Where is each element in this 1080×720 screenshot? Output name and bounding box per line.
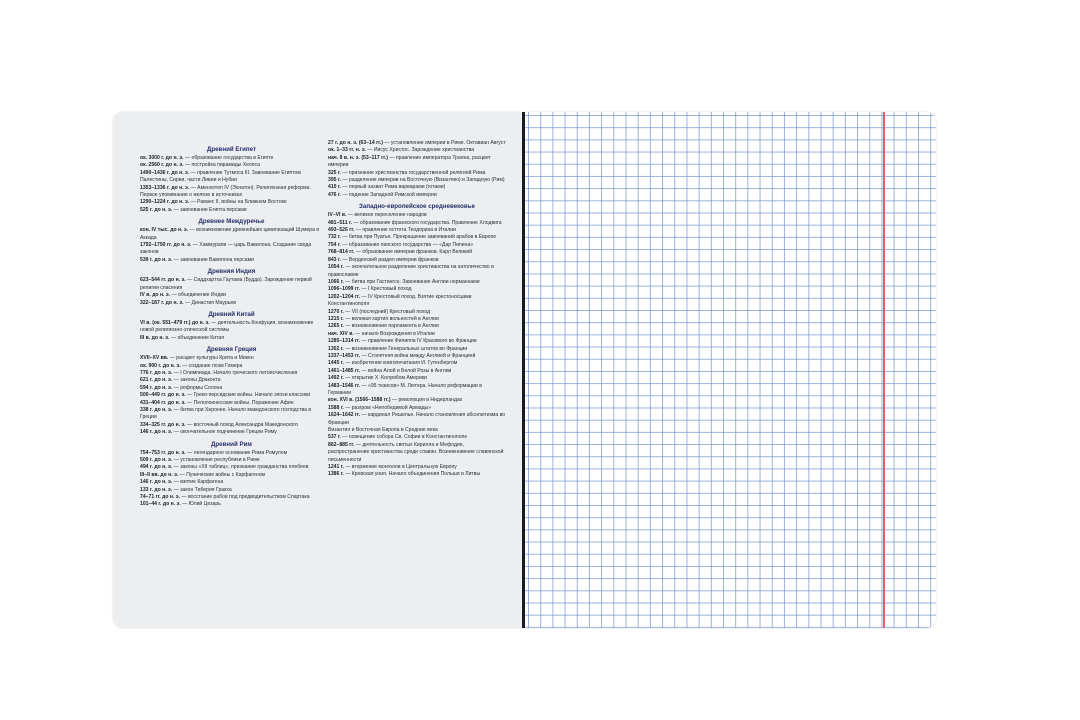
timeline-entry [140,185,323,200]
entry-text: — открытие Х. Колумбом Америки [343,375,427,382]
timeline-entry [140,457,323,464]
entry-text: — объединение Индии [170,292,227,299]
red-margin-line [883,112,885,628]
section-heading: Древняя Греция [206,346,257,354]
entry-date: 537 г. [328,434,341,441]
timeline-entry [328,338,506,345]
entry-date: 594 г. до н. э. [140,384,173,391]
timeline-entry [140,400,323,407]
section-heading: Древний Китай [208,310,255,318]
open-notebook [113,112,936,628]
entry-date: 754–753 гг. до н. э. [140,449,186,456]
timeline-entry [328,442,506,464]
entry-text: — кардинал Ришелье. Начало становления абсолютизма во Франции [328,412,506,426]
entry-text: — признание христианства государственной религией Рима [340,169,486,176]
entry-text: — разгром «Непобедимой Армады» [343,404,432,411]
entry-date: 101–44 г. до н. э. [140,501,181,508]
entry-text: — правление Филиппа IV Красивого во Франции [360,338,477,345]
entry-text: — освещение собора Св. Софии в Константинополе [340,434,468,441]
entry-date: 776 г. до н. э. [140,369,173,376]
timeline-entry [328,140,506,147]
timeline-entry [328,360,506,367]
entry-date: нач. II в. н. э. (53–117 гг.) [328,154,388,161]
timeline-entry [140,422,323,429]
entry-date: III–II вв. до н. э. [140,471,179,478]
entry-date: 732 г. [328,234,341,241]
entry-text: — великая хартия вольностей в Англии [343,315,439,322]
entry-date: 1337–1453 гг. [328,352,361,359]
timeline-entry [140,300,323,307]
entry-text: — Пунические войны с Карфагеном [178,471,266,478]
entry-text: — битва при Гастингсе. Завоевание Англии норманнами [343,278,480,285]
timeline-entry [328,309,506,316]
entry-text: — образование государства в Египте [183,155,274,161]
entry-date: 1353–1336 г. до н. э. [140,184,190,191]
entry-text: — Греко-персидские войны. Начало эпохи классики [185,392,311,399]
entry-date: 1066 г. [328,278,344,285]
entry-date: 1285–1314 гг. [328,338,361,345]
section-heading: Древнее Междуречье [198,218,265,226]
entry-date: 1483–1546 гг. [328,382,361,389]
entry-text: — изобретение книгопечатания И. Гутенбергом [343,360,458,367]
timeline-entry [140,199,323,206]
entry-text: — реформы Солона [172,384,223,391]
entry-text: — окончательное подчинение Греции Риму [172,429,277,436]
entry-text: — великое переселение народов [346,212,427,219]
entry-date: 768–814 гг. [328,249,355,256]
timeline-entry [328,294,506,309]
entry-date: 1386 г. [328,471,344,478]
entry-date: 27 г. до н. э. (63–14 гг.) [328,140,383,146]
entry-text: — война Алой и Белой Розы в Англии [360,367,452,374]
entry-date: 1241 г. [328,464,344,471]
entry-text: — «95 тезисов» М. Лютера. Начало реформации в Германии [328,382,482,396]
entry-text: — образование франкского государства. Правление Хлодвига [352,219,502,226]
entry-date: ок. 1–33 гг. н. э. [328,147,366,154]
entry-text: — вторжение монголов в Центральную Европу [343,464,457,471]
entry-text: — Сиддхартха Гаутама (Будда). Зарождение первой религии спасения [140,277,312,291]
entry-date: 1492 г. [328,375,344,382]
timeline-entry [328,383,506,398]
entry-date: ок. 2560 г. до н. э. [140,162,184,169]
entry-text: — установление империи в Риме. Октавиан Август [382,140,506,146]
entry-text: — Иисус Христос. Зарождение христианства [365,147,475,154]
entry-date: 1792–1750 гг. до н. э. [140,242,192,249]
timeline-entry [140,242,323,257]
timeline-entry [140,292,323,299]
entry-date: 1490–1436 г. до н. э. [140,169,190,176]
timeline-entry [328,346,506,353]
entry-date: нач. XIV в. [328,330,354,337]
entry-date: IV в. до н. э. [140,292,171,299]
entry-date: III в. до н. э. [140,334,170,341]
entry-date: 1202–1204 гг. [328,293,361,300]
timeline-entry [328,220,506,227]
entry-date: 843 г. [328,256,341,263]
entry-text: — Юлий Цезарь [180,501,221,508]
entry-text: — деятельность Конфуция, возникновение новой религиозно-этической системы [140,319,314,334]
entry-text: — Рамзес II, войны на Ближнем Востоке [189,199,287,206]
timeline-entry [328,316,506,323]
timeline-entry [140,370,323,377]
section-heading: Древняя Индия [207,268,256,276]
entry-text: — образование папского государства — «Дар Пипина» [340,241,474,248]
timeline-entry [140,377,323,384]
entry-date: 146 г. до н. э. [140,479,173,486]
timeline-entry [328,412,506,427]
timeline-entry [140,363,323,370]
entry-date: 1054 г. [328,264,344,271]
timeline-entry [140,472,323,479]
timeline-entry [328,192,506,199]
entry-text: — I Крестовый поход [360,286,412,293]
entry-text: — законы «XII таблиц», признание гражданства плебеев [172,464,309,471]
timeline-entry [140,429,323,436]
entry-text: — первый захват Рима варварами (готами) [340,184,446,191]
timeline-column-left [140,142,323,509]
entry-text: — Верденский раздел империи франков [340,256,439,263]
timeline-entry [140,450,323,457]
entry-text: — объединение Китая [169,334,224,341]
entry-text: — возникновение Генеральных штатов во Франции [343,345,468,352]
entry-date: ок. 3000 г. до н. э. [140,155,184,161]
notebook-cover-inside [113,112,523,628]
entry-text: — восточный поход Александра Македонского [185,421,298,428]
timeline-entry [328,257,506,264]
entry-text: — битва при Херонее. Начало македонского господства в Греции [140,406,312,421]
timeline-entry [328,155,506,170]
entry-date: 410 г. [328,184,341,191]
entry-text: — разделение империи на Восточную (Византию) и Западную (Рим) [340,177,505,184]
entry-text: — деятельность святых Кирилла и Мефодия, распространение христианства среди славян. Возникновение славянской письменности [328,441,504,463]
section-heading: Древний Египет [206,146,257,153]
timeline-entry [328,184,506,191]
entry-date: 623–544 гг. до н. э. [140,277,186,284]
timeline-entry [328,353,506,360]
entry-date: 146 г. до н. э. [140,429,173,436]
entry-text: — I Олимпиада. Начало греческого летоисчисления [172,369,298,376]
timeline-entry [328,323,506,330]
entry-date: 431–404 гг. до н. э. [140,399,186,406]
entry-text: — битва при Пуатье. Прекращение завоеваний арабов в Европе [340,234,497,241]
entry-date: 395 г. [328,177,341,184]
timeline-entry [140,501,323,508]
entry-text: — постройка пирамиды Хеопса [183,162,260,169]
timeline-entry [140,355,323,362]
entry-date: IV–VI в. [328,212,347,219]
timeline-entry [328,405,506,412]
entry-text: — закон Тиберия Гракха [172,486,232,493]
timeline-entry [140,407,323,422]
entry-text: — Столетняя война между Англией и Францией [360,352,476,359]
timeline-entry [328,331,506,338]
timeline-entry [140,162,323,169]
entry-date: 325 г. [328,169,341,176]
entry-text: — завоевание Вавилона персами [172,256,254,263]
entry-text: — восстание рабов под предводительством Спартака [180,494,310,501]
entry-date: 1461–1485 гг. [328,367,361,374]
timeline-entry [328,264,506,279]
entry-date: 862–885 гг. [328,441,355,448]
entry-date: ок. 900 г. до н. э. [140,362,181,369]
graph-paper-page [525,112,936,628]
timeline-entry [328,286,506,293]
timeline-entry [140,392,323,399]
entry-text: — создание поэм Гомера [180,362,243,369]
entry-date: 1302 г. [328,345,344,352]
entry-text: Византия и Восточная Европа в Средние века [328,427,438,434]
entry-date: 476 г. [328,191,341,198]
entry-date: 1096–1099 гг. [328,286,361,293]
entry-date: 1215 г. [328,315,344,322]
entry-text: — правление императора Траяна, расцвет империи [328,154,491,169]
timeline-entry [140,479,323,486]
entry-text: — революция в Нидерландах [390,397,463,404]
entry-text: — Хаммурапи — царь Вавилона. Создание свода законов [140,242,312,256]
entry-text: — правление Тутмоса III. Завоевание Египтом Палестины, Сирии, части Ливии и Нубии [140,169,301,184]
timeline-entry [328,170,506,177]
timeline-entry [328,375,506,382]
entry-date: VI в. (ок. 551–479 гг.) до н. э. [140,319,210,326]
section-heading: Западно-европейское средневековье [359,203,475,211]
entry-date: 322–187 г. до н. э. [140,299,184,306]
timeline-entry [328,212,506,219]
timeline-entry [140,320,323,335]
entry-text: — взятие Карфагена [172,479,224,486]
timeline-entry [140,464,323,471]
entry-text: — падение Западной Римской империи [340,191,437,198]
entry-date: 525 г. до н. э. [140,206,173,213]
timeline-entry [328,471,506,478]
timeline-entry [140,277,323,292]
entry-date: 74–71 гг. до н. э. [140,494,181,501]
entry-text: — правление остгота Теодориха в Италии [354,227,456,234]
entry-text: — возникновение древнейших цивилизаций Шумера и Аккада [140,227,320,241]
timeline-entry [328,397,506,404]
entry-text: — легендарное основание Рима Ромулом [185,449,288,456]
entry-text: — Пелопоннесские войны. Поражение Афин [185,399,294,406]
entry-date: 509 г. до н. э. [140,457,173,463]
entry-date: 1265 г. [328,323,344,330]
entry-date: 1290–1224 г. до н. э. [140,199,190,206]
entry-date: 539 г. до н. э. [140,256,173,263]
entry-date: 754 г. [328,241,341,248]
timeline-entry [140,227,323,242]
timeline-entry [140,335,323,342]
entry-date: кон. IV тыс. до н. э. [140,227,189,234]
section-heading: Древний Рим [210,440,252,448]
entry-text: — установление республики в Риме [172,457,260,463]
entry-text: — возникновение парламента в Англии [343,323,439,330]
timeline-entry [328,427,506,434]
timeline-entry [328,464,506,471]
entry-date: 1445 г. [328,360,344,367]
entry-text: — законы Драконта [172,377,221,384]
timeline-entry [140,257,323,264]
entry-text: — Аменхотеп IV (Эхнатон). Религиозная реформа. Первое упоминание о железе в источниках [140,184,311,199]
timeline-entry [328,249,506,256]
entry-text: — VII (последний) Крестовый поход [343,308,431,315]
entry-date: 1588 г. [328,404,344,411]
entry-text: — Династия Маурьев [183,299,236,306]
entry-date: 494 г. до н. э. [140,464,173,471]
entry-text: — IV Крестовый поход. Взятие крестоносцами Константинополя [328,293,472,308]
entry-date: 493–526 гг. [328,227,355,234]
entry-date: 1624–1642 гг. [328,412,361,419]
entry-date: 338 г. до н. э. [140,406,173,413]
entry-date: 334–325 гг. до н. э. [140,421,186,428]
entry-date: 621 г. до н. э. [140,377,173,384]
entry-text: — расцвет культуры Крита и Микен [168,355,254,362]
entry-text: — завоевание Египта персами [172,206,247,213]
entry-date: 500–449 гг. до н. э. [140,392,186,399]
timeline-entry [328,147,506,154]
timeline-entry [140,207,323,214]
timeline-entry [328,368,506,375]
timeline-entry [140,487,323,494]
entry-date: 133 г. до н. э. [140,486,173,493]
entry-text: — Кревская уния. Начало объединения Польши и Литвы [343,471,481,478]
timeline-entry [328,434,506,441]
timeline-entry [328,234,506,241]
timeline-entry [140,170,323,185]
timeline-column-right [328,140,506,479]
entry-text: — окончательное разделение христианства на католичество и православие [328,264,494,278]
entry-text: — образование империи франков. Карл Великий [354,249,473,256]
entry-date: 481–511 г. [328,219,352,226]
entry-date: кон. XVI в. (1566–1588 гг.) [328,397,391,404]
entry-text: — начало Возрождения в Италии [353,330,435,337]
entry-date: 1270 г. [328,308,344,315]
entry-date: XVII–XV вв. [140,355,169,362]
